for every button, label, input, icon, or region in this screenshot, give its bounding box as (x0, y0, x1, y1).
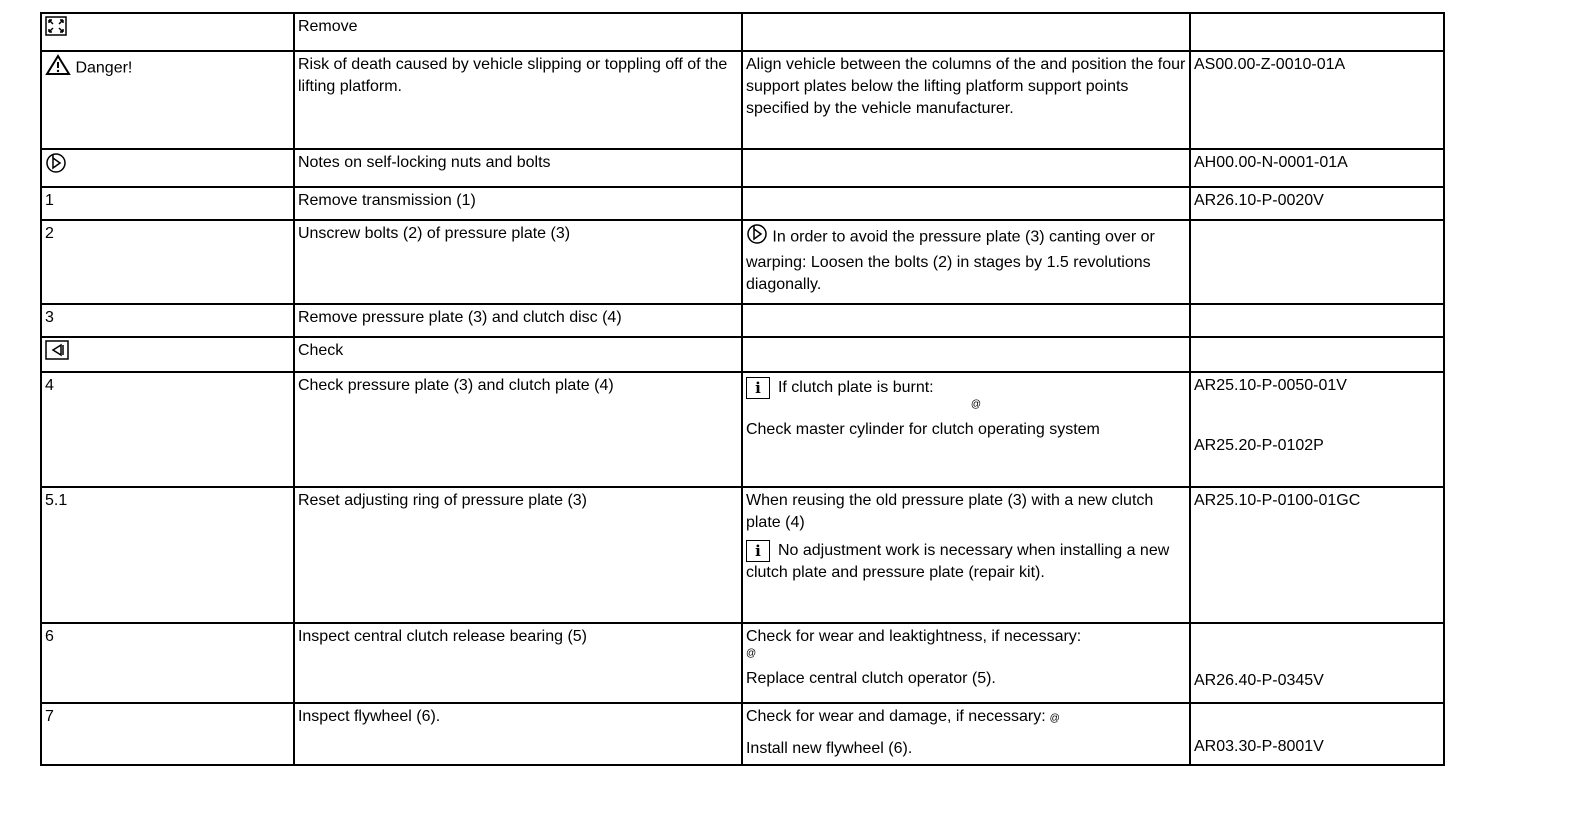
table-row (41, 220, 1444, 304)
remove-icon (45, 16, 67, 43)
operation-cell: Remove pressure plate (3) and clutch disc (4) (294, 304, 742, 337)
step-cell (41, 51, 294, 149)
reference-cell: AS00.00-Z-0010-01A (1190, 51, 1444, 149)
step-cell (41, 337, 294, 372)
operation-cell: Remove (294, 13, 742, 51)
notes-cell (742, 337, 1190, 372)
step-cell: 6 (41, 623, 294, 703)
operation-cell: Check (294, 337, 742, 372)
reference-cell (1190, 372, 1444, 487)
info-icon: i (746, 540, 770, 562)
procedure-table (40, 12, 1445, 766)
table-row (41, 13, 1444, 51)
table-row (41, 487, 1444, 623)
notes-cell (742, 187, 1190, 220)
notes-text-b: Replace central clutch operator (5). (745, 670, 996, 687)
operation-cell: Inspect central clutch release bearing (5) (294, 623, 742, 703)
reference-cell: AR26.10-P-0020V (1190, 187, 1444, 220)
notes-text: Check for wear and damage, if necessary: (745, 708, 1046, 725)
info-icon: i (746, 377, 770, 399)
operation-cell: Check pressure plate (3) and clutch plate (4) (294, 372, 742, 487)
table-row (41, 51, 1444, 149)
notes-text-b: Install new flywheel (6). (745, 740, 913, 757)
reference-cell (1190, 703, 1444, 765)
at-symbol: @ (970, 399, 982, 411)
notes-text: Check for wear and leaktightness, if necessary: (745, 628, 1082, 645)
step-cell: 5.1 (41, 487, 294, 623)
notes-cell (742, 703, 1190, 765)
table-row (41, 304, 1444, 337)
step-cell (41, 13, 294, 51)
table-row (41, 337, 1444, 372)
reference-b: AR25.20-P-0102P (1193, 437, 1324, 454)
table-row (41, 703, 1444, 765)
table-row (41, 187, 1444, 220)
reference-cell (1190, 337, 1444, 372)
reference-cell (1190, 304, 1444, 337)
operation-cell: Remove transmission (1) (294, 187, 742, 220)
notes-text: In order to avoid the pressure plate (3) canting over or warping: Loosen the bolts (2) in stages by 1.5 revolutions diagonally. (745, 228, 1155, 293)
reference-text: AR26.40-P-0345V (1193, 672, 1324, 689)
notes-cell (742, 623, 1190, 703)
step-cell (41, 149, 294, 187)
reference-text: AR03.30-P-8001V (1193, 738, 1324, 755)
table-row (41, 623, 1444, 703)
step-cell: 4 (41, 372, 294, 487)
notes-cell (742, 149, 1190, 187)
operation-cell: Inspect flywheel (6). (294, 703, 742, 765)
note-arrow-icon (45, 152, 67, 181)
notes-cell: Align vehicle between the columns of the and position the four support plates below the lifting platform support points specified by the vehicle manufacturer. (742, 51, 1190, 149)
reference-cell (1190, 220, 1444, 304)
at-symbol: @ (745, 648, 757, 659)
step-cell: 2 (41, 220, 294, 304)
operation-cell: Reset adjusting ring of pressure plate (3) (294, 487, 742, 623)
reference-cell (1190, 13, 1444, 51)
notes-cell (742, 13, 1190, 51)
notes-cell (742, 304, 1190, 337)
notes-text: If clutch plate is burnt: (777, 379, 934, 397)
warning-triangle-icon (45, 54, 71, 83)
step-cell: 7 (41, 703, 294, 765)
notes-text: When reusing the old pressure plate (3) with a new clutch plate (4) (745, 492, 1154, 531)
notes-cell (742, 220, 1190, 304)
reference-cell (1190, 623, 1444, 703)
check-icon (45, 340, 69, 367)
operation-cell: Notes on self-locking nuts and bolts (294, 149, 742, 187)
table-row (41, 372, 1444, 487)
notes-cell (742, 372, 1190, 487)
operation-cell: Risk of death caused by vehicle slipping or toppling off of the lifting platform. (294, 51, 742, 149)
reference-cell: AR25.10-P-0100-01GC (1190, 487, 1444, 623)
at-symbol: @ (1049, 713, 1060, 724)
reference-a: AR25.10-P-0050-01V (1193, 377, 1347, 394)
danger-label: Danger! (75, 59, 133, 77)
reference-cell: AH00.00-N-0001-01A (1190, 149, 1444, 187)
table-row (41, 149, 1444, 187)
note-arrow-icon (746, 223, 768, 252)
step-cell: 3 (41, 304, 294, 337)
operation-cell: Unscrew bolts (2) of pressure plate (3) (294, 220, 742, 304)
step-cell: 1 (41, 187, 294, 220)
notes-text-b: No adjustment work is necessary when installing a new clutch plate and pressure plate (repair kit). (745, 542, 1170, 582)
notes-cell (742, 487, 1190, 623)
notes-text-b: Check master cylinder for clutch operating system (745, 421, 1100, 439)
